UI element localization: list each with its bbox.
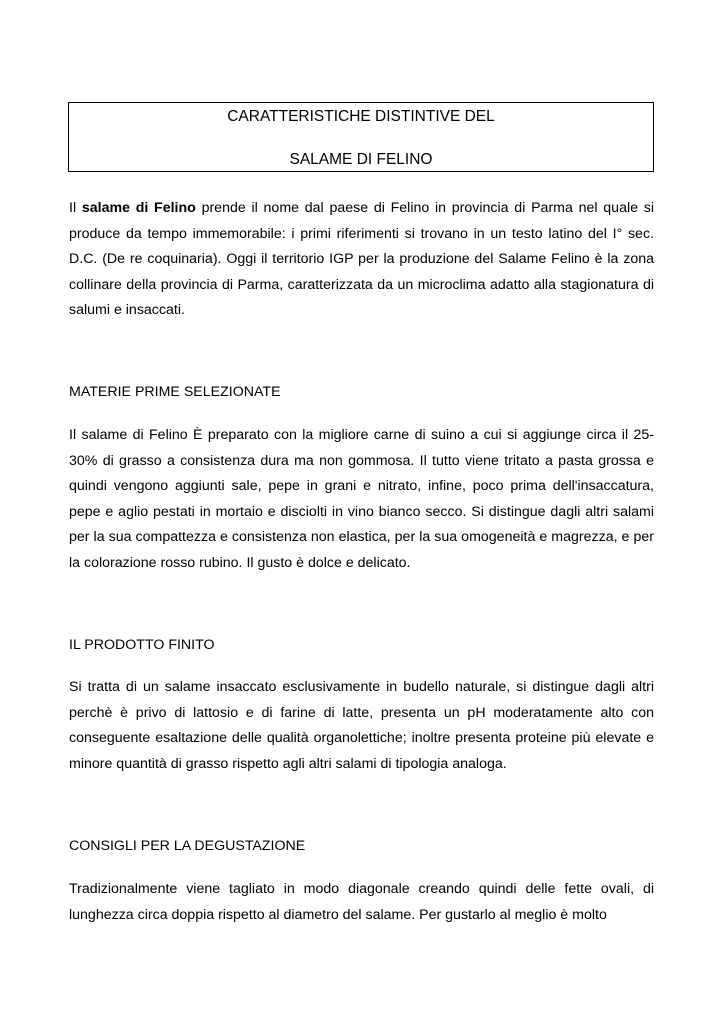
section-text-degustazione: Tradizionalmente viene tagliato in modo diagonale creando quindi delle fette ovali, di lunghezza circa doppia rispetto al diametro del salame. Per gustarlo al meglio è molto	[69, 881, 654, 923]
title-line-2: SALAME DI FELINO	[289, 151, 433, 168]
section-heading-materie-prime: MATERIE PRIME SELEZIONATE	[69, 384, 281, 400]
intro-bold-term: salame di Felino	[81, 200, 196, 216]
title-line-1: CARATTERISTICHE DISTINTIVE DEL	[227, 108, 495, 125]
intro-prefix: Il	[69, 200, 82, 216]
title-box	[68, 102, 654, 172]
intro-paragraph	[69, 196, 654, 324]
section-text-materie-prime: Il salame di Felino È preparato con la migliore carne di suino a cui si aggiunge circa il 25-30% di grasso a consistenza dura ma non gommosa. Il tutto viene tritato a pasta grossa e quindi vengono aggiunti sale, pepe in grani e nitrato, infine, poco prima dell'insaccatura, pepe e aglio pestati in mortaio e disciolti in vino bianco secco. Si distingue dagli altri salami per la sua compattezza e consistenza non elastica, per la sua omogeneità e magrezza, e per la colorazione rosso rubino. Il gusto è dolce e delicato.	[69, 427, 654, 571]
intro-rest: prende il nome dal paese di Felino in provincia di Parma nel quale si produce da tempo immemorabile: i primi riferimenti si trovano in un testo latino del I° sec. D.C. (De re coquinaria). Oggi il territorio IGP per la produzione del Salame Felino è la zona collinare della provincia di Parma, caratterizzata da un microclima adatto alla stagionatura di salumi e insaccati.	[69, 200, 654, 319]
section-heading-prodotto-finito: IL PRODOTTO FINITO	[69, 637, 215, 653]
section-heading-degustazione: CONSIGLI PER LA DEGUSTAZIONE	[69, 838, 306, 854]
section-text-prodotto-finito: Si tratta di un salame insaccato esclusivamente in budello naturale, si distingue dagli altri perchè è privo di lattosio e di farine di latte, presenta un pH moderatamente alto con conseguente esaltazione delle qualità organolettiche; inoltre presenta proteine più elevate e minore quantità di grasso rispetto agli altri salami di tipologia analoga.	[69, 679, 654, 772]
